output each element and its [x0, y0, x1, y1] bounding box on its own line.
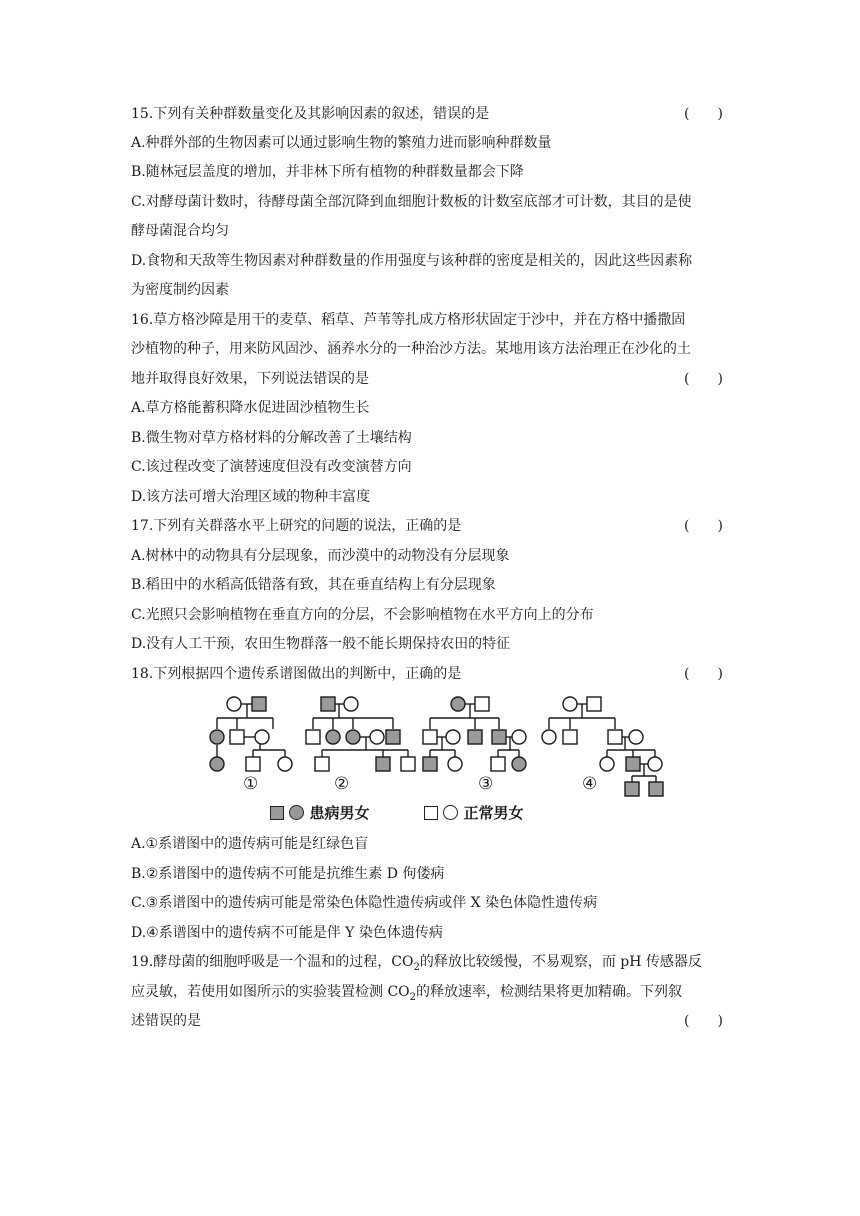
q19-stem-line3: 述错误的是: [131, 1013, 201, 1029]
q18-answer-paren: ( ): [684, 666, 723, 682]
normal-male-symbol: [424, 806, 438, 820]
affected-male-symbol: [270, 806, 284, 820]
q16-stem-line3: 地并取得良好效果，下列说法错误的是: [131, 371, 369, 387]
q16-option-d: D.该方法可增大治理区域的物种丰富度: [131, 489, 371, 505]
pedigree-label-2: ②: [334, 774, 350, 794]
q16-stem: 16.草方格沙障是用干的麦草、稻草、芦苇等扎成方格形状固定于沙中，并在方格中播撒固: [131, 312, 686, 328]
q19-stem: 19.酵母菌的细胞呼吸是一个温和的过程，$CO_2$的释放比较缓慢，不易观察，而 pH 传感器反: [131, 954, 702, 973]
q16-answer-paren: ( ): [684, 371, 723, 387]
q15-option-c: C.对酵母菌计数时，待酵母菌全部沉降到血细胞计数板的计数室底部才可计数，其目的是使: [131, 194, 692, 210]
normal-female-symbol: [443, 805, 458, 820]
q16-stem-line2: 沙植物的种子，用来防风固沙、涵养水分的一种治沙方法。某地用该方法治理正在沙化的土: [131, 341, 691, 357]
pedigree-figure: [195, 688, 675, 800]
q15-option-c-cont: 酵母菌混合均匀: [131, 223, 229, 239]
pedigree-4: [542, 697, 663, 796]
q15-option-d: D.食物和天敌等生物因素对种群数量的作用强度与该种群的密度是相关的，因此这些因素称: [131, 253, 693, 269]
q15-answer-paren: ( ): [684, 106, 723, 122]
q18-option-c: C.③系谱图中的遗传病可能是常染色体隐性遗传病或伴 X 染色体隐性遗传病: [131, 895, 598, 911]
q17-option-c: C.光照只会影响植物在垂直方向的分层，不会影响植物在水平方向上的分布: [131, 607, 594, 623]
q17-stem: 17.下列有关群落水平上研究的问题的说法，正确的是: [131, 518, 462, 534]
pedigree-label-1: ①: [243, 774, 259, 794]
legend-normal: [424, 803, 523, 823]
q18-option-d: D.④系谱图中的遗传病不可能是伴 Y 染色体遗传病: [131, 925, 443, 941]
affected-female-symbol: [289, 805, 304, 820]
pedigree-label-3: ③: [478, 774, 494, 794]
q17-option-b: B.稻田中的水稻高低错落有致，其在垂直结构上有分层现象: [131, 577, 496, 593]
q17-option-d: D.没有人工干预，农田生物群落一般不能长期保持农田的特征: [131, 636, 511, 652]
q15-stem: 15.下列有关种群数量变化及其影响因素的叙述，错误的是: [131, 106, 490, 122]
q19-answer-paren: ( ): [684, 1013, 723, 1029]
q15-option-d-cont: 为密度制约因素: [131, 282, 229, 298]
q15-option-a: A.种群外部的生物因素可以通过影响生物的繁殖力进而影响种群数量: [131, 135, 552, 151]
q16-option-b: B.微生物对草方格材料的分解改善了土壤结构: [131, 430, 412, 446]
pedigree-1: [210, 697, 292, 771]
q19-stem-line2: 应灵敏，若使用如图所示的实验装置检测 $CO_2$的释放速率，检测结果将更加精确。下列叙: [131, 984, 683, 1003]
legend-affected-label: 患病男女: [309, 804, 370, 822]
q17-option-a: A.树林中的动物具有分层现象，而沙漠中的动物没有分层现象: [131, 548, 510, 564]
q15-option-b: B.随林冠层盖度的增加，并非林下所有植物的种群数量都会下降: [131, 164, 524, 180]
q18-option-a: A.①系谱图中的遗传病可能是红绿色盲: [131, 836, 369, 852]
q18-option-b: B.②系谱图中的遗传病不可能是抗维生素 D 佝偻病: [131, 866, 445, 882]
legend-normal-label: 正常男女: [463, 804, 524, 822]
q18-stem: 18.下列根据四个遗传系谱图做出的判断中，正确的是: [131, 666, 462, 682]
q16-option-c: C.该过程改变了演替速度但没有改变演替方向: [131, 459, 412, 475]
pedigree-label-4: ④: [582, 774, 598, 794]
legend-affected: [270, 803, 369, 823]
q16-option-a: A.草方格能蓄积降水促进固沙植物生长: [131, 400, 370, 416]
pedigree-2: [306, 697, 415, 771]
q17-answer-paren: ( ): [684, 518, 723, 534]
pedigree-3: [423, 697, 526, 771]
